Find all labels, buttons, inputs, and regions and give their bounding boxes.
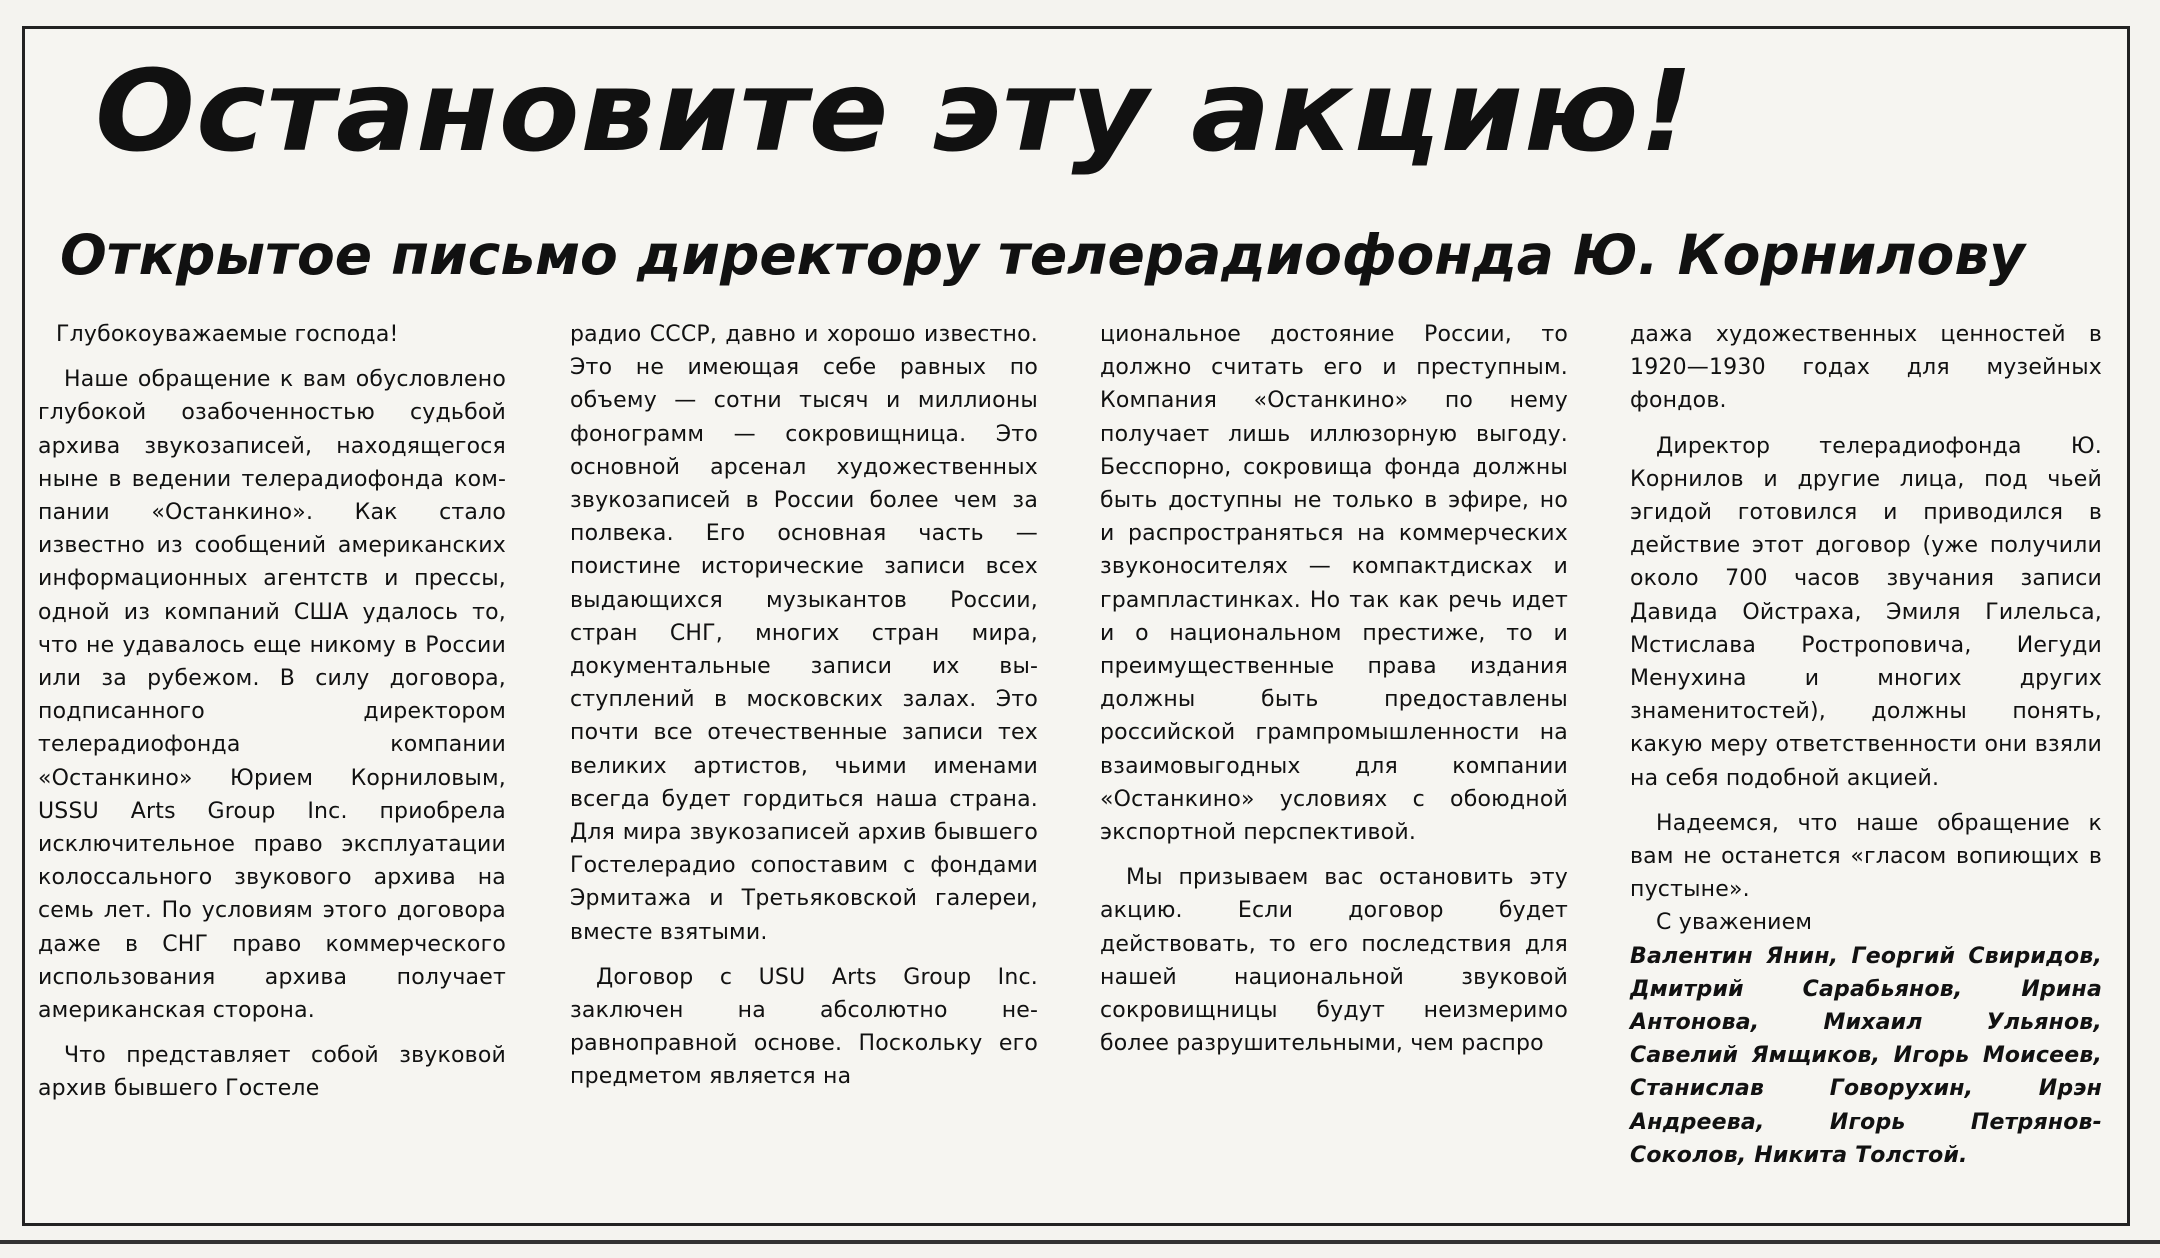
column-1 <box>38 318 506 1106</box>
paragraph-5: Директор телерадиофонда Ю. Корнилов и другие лица, под чьей эгидой готовился и приводился в действие этот договор (уже получили около 700 часов звучания записи Давида Ойстраха, Эмиля Гилельса, Мстислава Ростроповича, Иегуди Менухина и многих других знаменитостей), должны понять, какую меру ответственности они взяли на себя подобной акцией. <box>1630 433 2102 791</box>
paragraph-1-start: Наше обращение к вам обусловлено глубокой озабоченностью судьбой архива звукозаписей, находящегося ныне в ведении телерадиофонда компании «Останкино». Как стало известно из сообщений американских информационных агентств и прессы, одной из компаний США удалось то, что не удавалось еще никому в России или за рубежом. В силу договора, подписанного директором телерадиофонда компании «Останкино» Юрием Корниловым, USSU Arts Group Inc. приобрела исключительное право эксплуатации колоссального звукового архива на семь лет. По условиям этого договора даже в СНГ право коммерческого использования архива получает американская сторона. <box>38 367 506 1024</box>
letter-signatures: Валентин Янин, Георгий Свиридов, Дмитрий Сарабьянов, Ирина Антонова, Михаил Ульянов, Савелий Ямщиков, Игорь Моисеев, Станислав Говорухин, Ирэн Андреева, Игорь Петрянов-Соколов, Никита Толстой. <box>1630 943 2102 1168</box>
column-4 <box>1630 318 2102 1172</box>
paragraph-3-start: Договор с USU Arts Group Inc. заключен на абсолютно неравноправной основе. Поскольку его предметом является на <box>570 964 1038 1090</box>
paragraph-3-continued: циональное достояние России, то должно считать его и преступным. Компания «Останкино» по нему получает лишь иллюзорную выгоду. Бесспорно, сокровища фонда должны быть доступны не только в эфире, но и распространяться на коммерческих звуконосителях — компактдисках и грампластинках. Но так как речь идет и о национальном престиже, то и преимущественные права издания должны быть предоставлены российской грампромышленности на взаимовыгодных для компании «Останкино» условиях с обоюдной экспортной перспективой. <box>1100 322 1568 846</box>
letter-closing: С уважением <box>1656 910 1813 936</box>
paragraph-4-continued: дажа художественных ценностей в 1920—1930 годах для музейных фондов. <box>1630 322 2102 414</box>
column-2 <box>570 318 1038 1094</box>
bottom-divider <box>0 1240 2160 1244</box>
paragraph-6: Надеемся, что наше обращение к вам не останется «гласом вопиющих в пустыне». <box>1630 810 2102 903</box>
article-subheadline: Открытое письмо директору телерадиофонда Ю. Корнилову <box>60 223 2025 287</box>
paragraph-2-start: Что представляет собой звуковой архив бывшего Гостеле <box>38 1043 506 1102</box>
paragraph-4-start: Мы призываем вас остановить эту акцию. Если договор будет действовать, то его последствия для нашей национальной звуковой сокровищницы будут неизмеримо более разрушительными, чем распро <box>1100 865 1568 1057</box>
paragraph-2-continued: радио СССР, давно и хорошо известно. Это не имеющая себе равных по объему — сотни тысяч и миллионы фонограмм — сокровищница. Это основной арсенал художественных звукозаписей в России более чем за полвека. Его основная часть — поистине исторические записи всех выдающихся музыкантов России, стран СНГ, многих стран мира, документальные записи их выступлений в московских залах. Это почти все отечественные записи тех великих артистов, чьими именами всегда будет гордиться наша страна. Для мира звукозаписей архив бывшего Гостелерадио сопоставим с фондами Эрмитажа и Третьяковской галереи, вместе взятыми. <box>570 322 1038 945</box>
letter-greeting: Глубокоуважаемые господа! <box>56 322 399 347</box>
article-headline: Остановите эту акцию! <box>95 47 1695 177</box>
column-3 <box>1100 318 1568 1060</box>
